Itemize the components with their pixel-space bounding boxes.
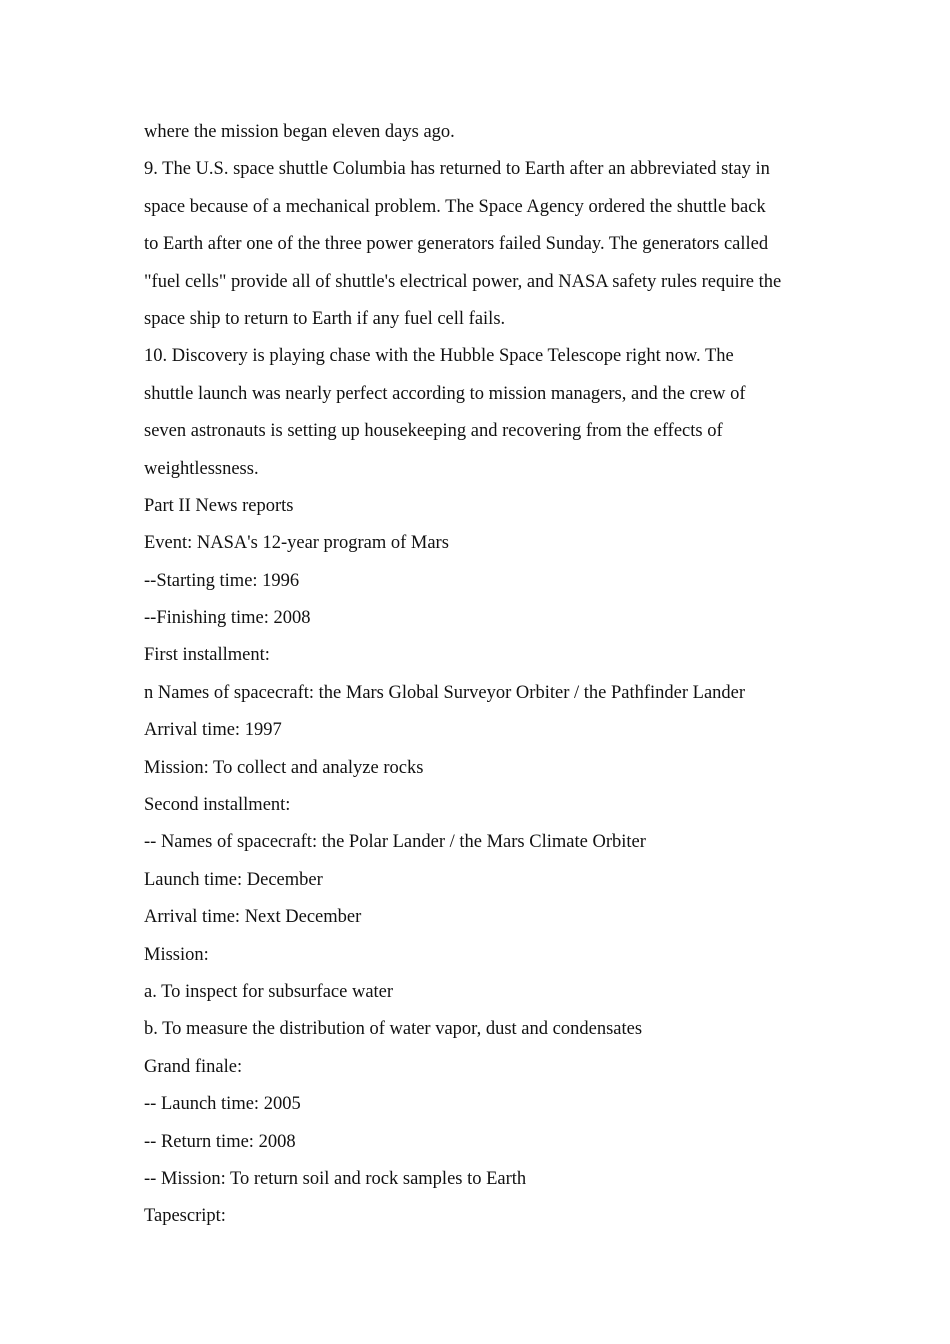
text-line: Mission: To collect and analyze rocks [144, 757, 424, 778]
text-line: "fuel cells" provide all of shuttle's electrical power, and NASA safety rules require the [144, 271, 782, 292]
text-line: weightlessness. [144, 458, 259, 479]
text-line: space because of a mechanical problem. The Space Agency ordered the shuttle back [144, 196, 766, 217]
text-line: -- Launch time: 2005 [144, 1094, 301, 1115]
text-line: --Finishing time: 2008 [144, 608, 311, 629]
text-line: Arrival time: 1997 [144, 720, 282, 741]
text-line: n Names of spacecraft: the Mars Global Surveyor Orbiter / the Pathfinder Lander [144, 682, 746, 703]
text-line: shuttle launch was nearly perfect according to mission managers, and the crew of [144, 383, 746, 404]
text-line: space ship to return to Earth if any fuel cell fails. [144, 308, 506, 329]
text-line: First installment: [144, 645, 270, 666]
section-heading: Part II News reports [144, 495, 294, 516]
document-page [144, 114, 824, 1236]
text-line: Arrival time: Next December [144, 907, 362, 928]
text-line: to Earth after one of the three power generators failed Sunday. The generators called [144, 234, 769, 255]
text-line: Launch time: December [144, 869, 323, 890]
text-line: --Starting time: 1996 [144, 570, 300, 591]
text-line: Grand finale: [144, 1056, 243, 1077]
text-line: 10. Discovery is playing chase with the Hubble Space Telescope right now. The [144, 346, 734, 367]
text-line: Event: NASA's 12-year program of Mars [144, 533, 449, 554]
text-line: Second installment: [144, 795, 291, 816]
text-line: seven astronauts is setting up housekeeping and recovering from the effects of [144, 421, 723, 442]
text-line: -- Return time: 2008 [144, 1131, 296, 1152]
text-line: b. To measure the distribution of water vapor, dust and condensates [144, 1019, 643, 1040]
text-line: -- Mission: To return soil and rock samples to Earth [144, 1168, 527, 1189]
text-line: 9. The U.S. space shuttle Columbia has returned to Earth after an abbreviated stay in [144, 159, 770, 180]
text-line: -- Names of spacecraft: the Polar Lander / the Mars Climate Orbiter [144, 832, 646, 853]
text-line: Mission: [144, 944, 209, 965]
text-line: a. To inspect for subsurface water [144, 981, 394, 1002]
text-line: Tapescript: [144, 1206, 226, 1227]
text-line: where the mission began eleven days ago. [144, 122, 455, 142]
